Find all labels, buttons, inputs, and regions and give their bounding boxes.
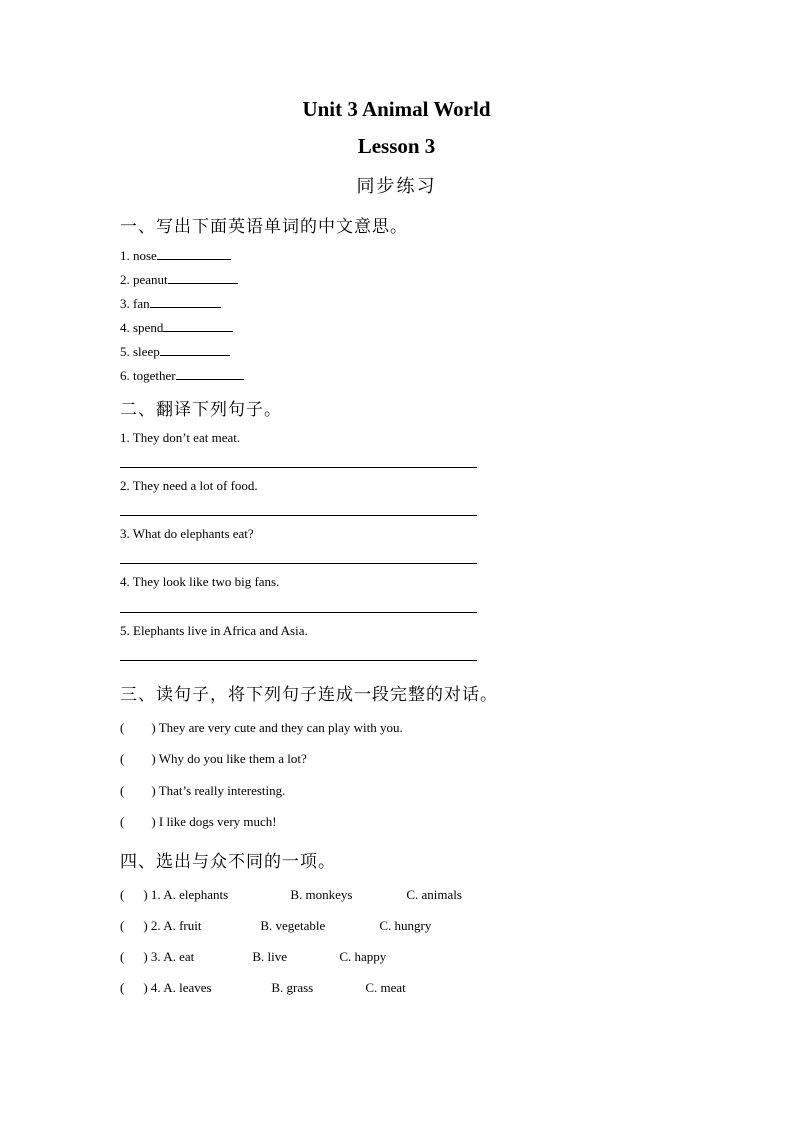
word-item: 1. nose: [120, 248, 231, 264]
answer-paren[interactable]: (: [120, 783, 125, 798]
part3-heading: 三、读句子，将下列句子连成一段完整的对话。: [120, 685, 498, 705]
answer-blank[interactable]: [150, 296, 221, 308]
lesson-title: Lesson 3: [357, 134, 436, 158]
answer-paren[interactable]: (: [120, 751, 125, 766]
word-item: 6. together: [120, 368, 244, 384]
dialogue-item: ( ) That’s really interesting.: [120, 783, 286, 798]
answer-blank[interactable]: [163, 320, 233, 332]
word-item: 2. peanut: [120, 272, 238, 288]
part2-heading: 二、翻译下列句子。: [120, 400, 282, 420]
choice-question: ( ) 4. A. leaves B. grass C. meat: [120, 980, 406, 995]
choice-question: ( ) 1. A. elephants B. monkeys C. animals: [120, 887, 462, 902]
answer-paren[interactable]: (: [120, 887, 125, 902]
answer-line[interactable]: [120, 612, 477, 613]
answer-line[interactable]: [120, 467, 477, 468]
dialogue-item: ( ) I like dogs very much!: [120, 814, 277, 829]
dialogue-item: ( ) They are very cute and they can play with you.: [120, 720, 403, 735]
sentence-item: 4. They look like two big fans.: [120, 574, 280, 589]
choice-question: ( ) 2. A. fruit B. vegetable C. hungry: [120, 918, 432, 933]
answer-paren[interactable]: (: [120, 814, 125, 829]
answer-paren[interactable]: (: [120, 720, 125, 735]
answer-blank[interactable]: [176, 368, 244, 380]
answer-blank[interactable]: [168, 272, 238, 284]
word-item: 5. sleep: [120, 344, 230, 360]
answer-blank[interactable]: [160, 344, 230, 356]
answer-line[interactable]: [120, 515, 477, 516]
dialogue-item: ( ) Why do you like them a lot?: [120, 751, 307, 766]
answer-line[interactable]: [120, 660, 477, 661]
part4-heading: 四、选出与众不同的一项。: [120, 852, 336, 872]
answer-paren[interactable]: (: [120, 980, 125, 995]
part1-heading: 一、写出下面英语单词的中文意思。: [120, 217, 408, 237]
word-item: 4. spend: [120, 320, 233, 336]
sentence-item: 1. They don’t eat meat.: [120, 430, 241, 445]
page-subtitle: 同步练习: [356, 176, 437, 197]
word-item: 3. fan: [120, 296, 221, 312]
sentence-item: 3. What do elephants eat?: [120, 526, 254, 541]
sentence-item: 2. They need a lot of food.: [120, 478, 258, 493]
answer-paren[interactable]: (: [120, 918, 125, 933]
choice-question: ( ) 3. A. eat B. live C. happy: [120, 949, 387, 964]
sentence-item: 5. Elephants live in Africa and Asia.: [120, 623, 308, 638]
answer-paren[interactable]: (: [120, 949, 125, 964]
answer-line[interactable]: [120, 563, 477, 564]
answer-blank[interactable]: [157, 248, 231, 260]
page-title: Unit 3 Animal World: [302, 97, 491, 121]
